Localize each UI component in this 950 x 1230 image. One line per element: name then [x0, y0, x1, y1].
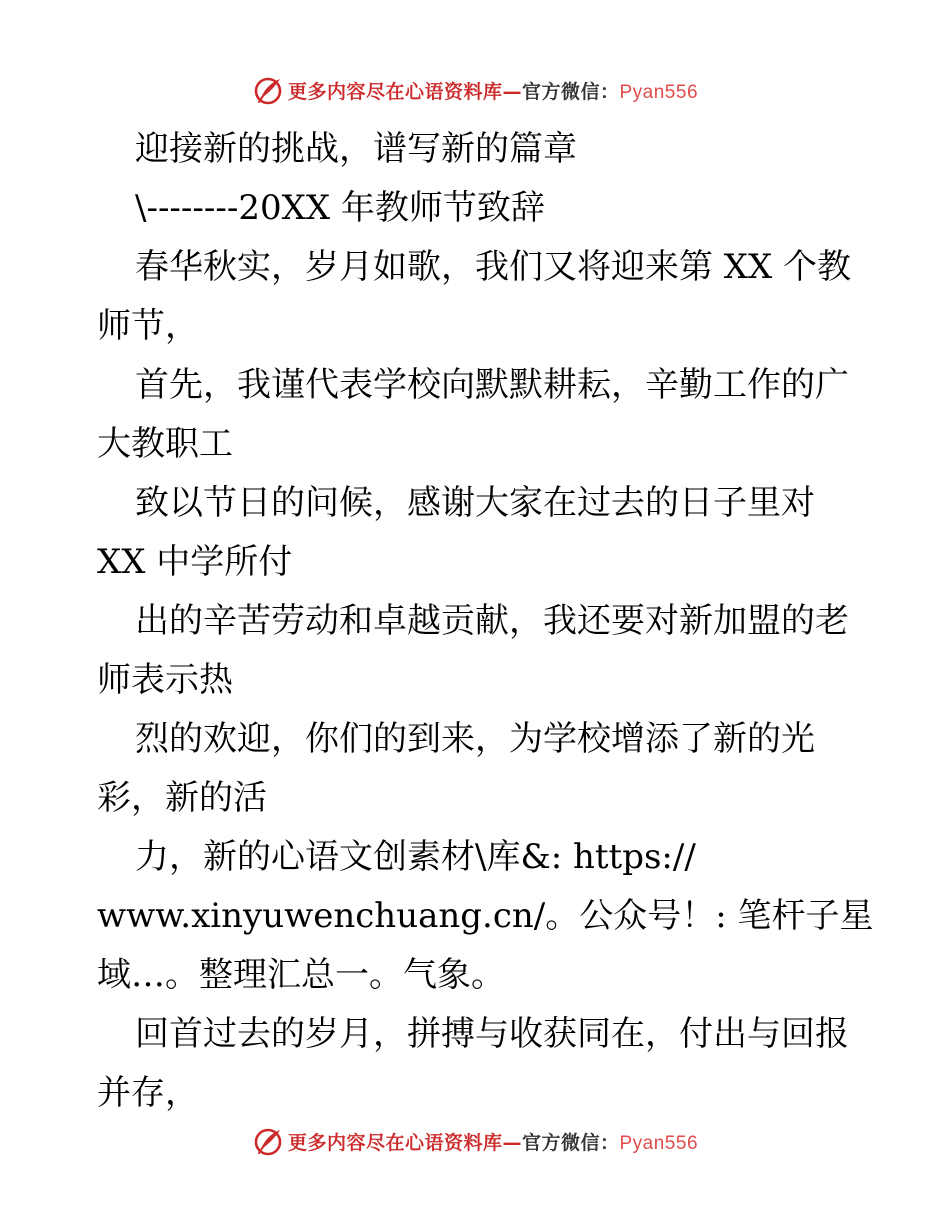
doc-line: 师节，	[97, 306, 199, 346]
banner-wechat-id: Pyan556	[619, 81, 699, 103]
doc-line: 出的辛苦劳动和卓越贡献，我还要对新加盟的老	[135, 601, 849, 641]
banner-dash: —	[502, 1131, 522, 1154]
doc-line: 回首过去的岁月，拼搏与收获同在，付出与回报	[135, 1014, 849, 1054]
banner-dash: —	[502, 80, 522, 103]
doc-line: 域…。整理汇总一。气象。	[97, 955, 505, 995]
doc-line: 首先，我谨代表学校向默默耕耘，辛勤工作的广	[135, 365, 849, 405]
doc-line: 烈的欢迎，你们的到来，为学校增添了新的光	[135, 719, 815, 759]
banner-official-label: 官方微信：	[521, 80, 620, 103]
doc-line: 致以节日的问候，感谢大家在过去的日子里对	[135, 483, 815, 523]
footer-banner	[0, 1121, 950, 1161]
doc-line: 彩，新的活	[97, 778, 267, 818]
feather-quill-logo	[252, 1125, 284, 1157]
doc-title: 迎接新的挑战，谱写新的篇章	[135, 129, 577, 169]
feather-quill-logo	[252, 74, 284, 106]
doc-line: 大教职工	[97, 424, 233, 464]
doc-line: XX 中学所付	[97, 542, 293, 582]
banner-wechat-id: Pyan556	[619, 1132, 699, 1154]
header-banner	[0, 70, 950, 110]
doc-line: 力，新的心语文创素材\库&: https://	[135, 837, 696, 877]
doc-line-url: www.xinyuwenchuang.cn/。公众号！: 笔杆子星	[97, 896, 874, 936]
doc-line: 并存，	[97, 1073, 199, 1113]
document-body	[97, 120, 887, 1123]
banner-library-text: 更多内容尽在心语资料库	[287, 1131, 503, 1154]
doc-subtitle: \--------20XX 年教师节致辞	[135, 188, 545, 228]
banner-official-label: 官方微信：	[521, 1131, 620, 1154]
doc-line: 师表示热	[97, 660, 233, 700]
doc-line: 春华秋实，岁月如歌，我们又将迎来第 XX 个教	[135, 247, 852, 287]
banner-library-text: 更多内容尽在心语资料库	[287, 80, 503, 103]
